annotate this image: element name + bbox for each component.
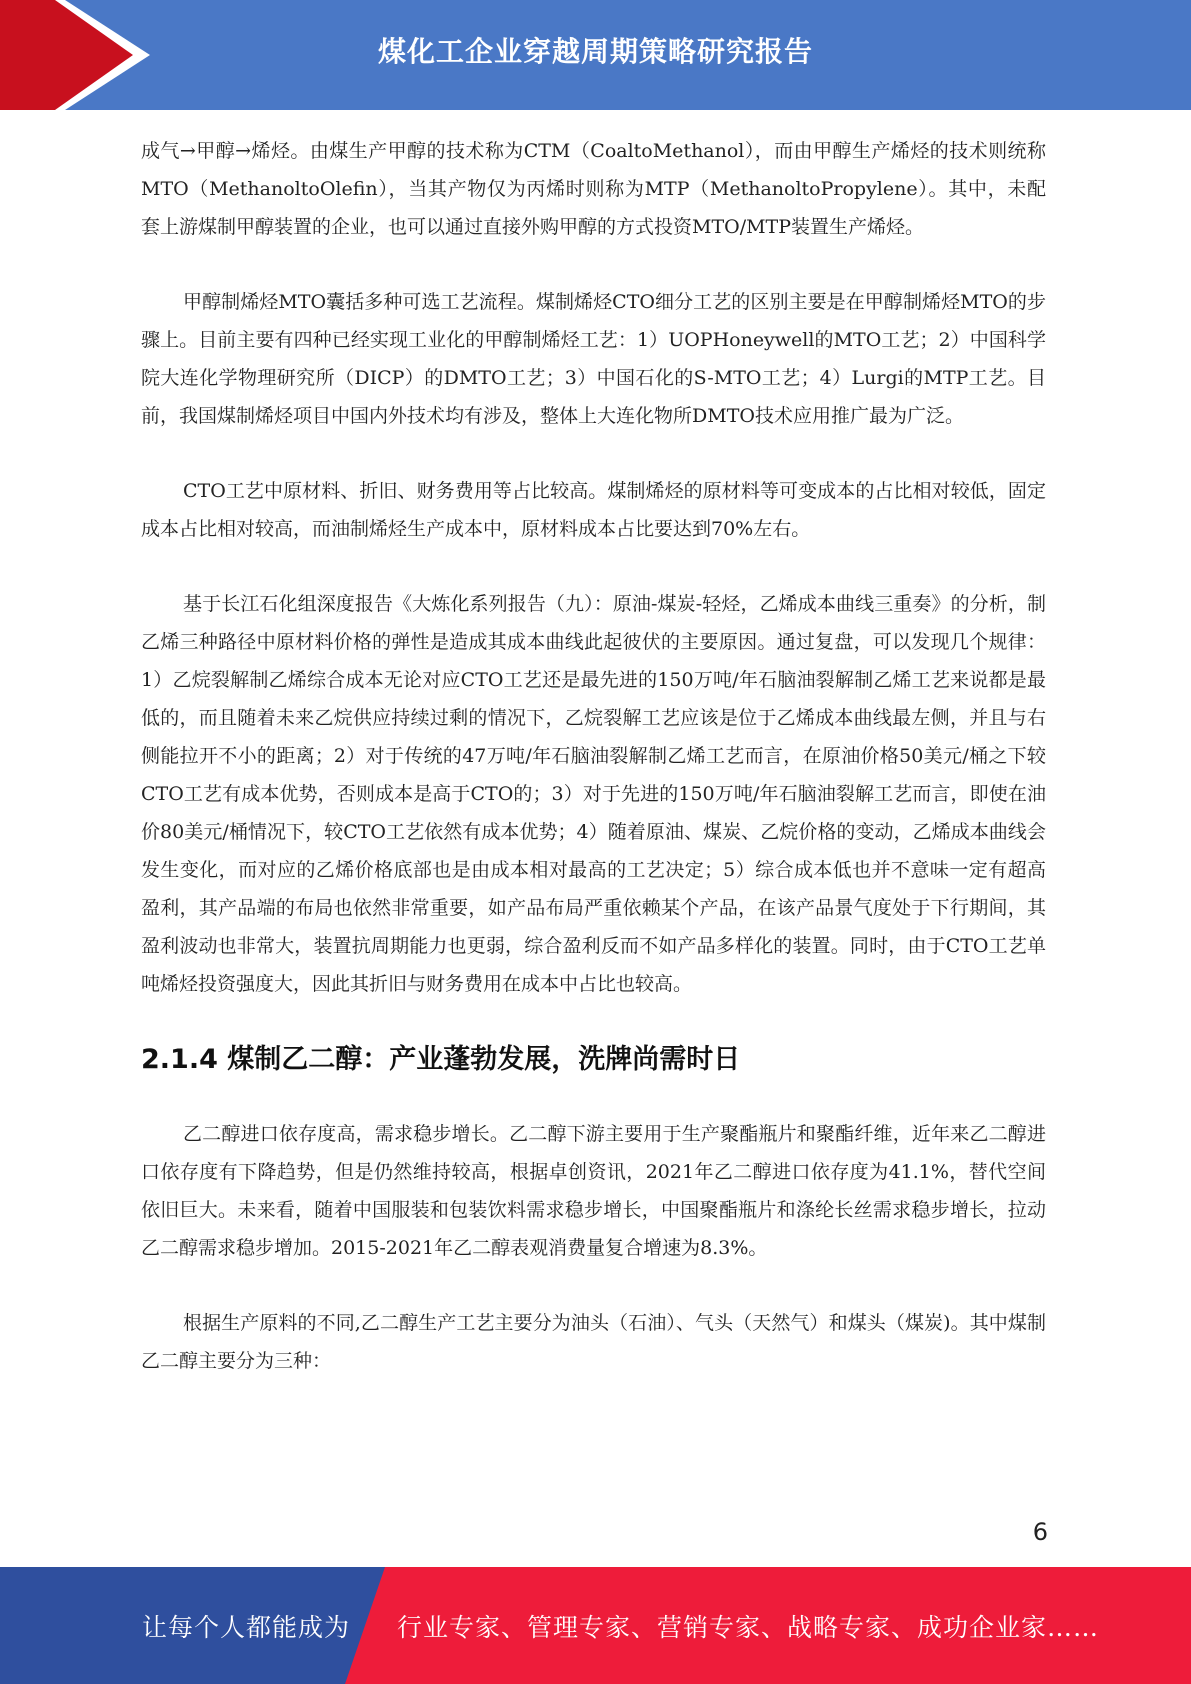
paragraph-cto-costs: CTO工艺中原材料、折旧、财务费用等占比较高。煤制烯烃的原材料等可变成本的占比相对较低，固定成本占比相对较高，而油制烯烃生产成本中，原材料成本占比要达到70%左右。	[141, 480, 1046, 540]
paragraph-eg-demand: 乙二醇进口依存度高，需求稳步增长。乙二醇下游主要用于生产聚酯瓶片和聚酯纤维，近年来乙二醇进口依存度有下降趋势，但是仍然维持较高，根据卓创资讯，2021年乙二醇进口依存度为41.1%，替代空间依旧巨大。未来看，随着中国服装和包装饮料需求稳步增长，中国聚酯瓶片和涤纶长丝需求稳步增长，拉动乙二醇需求稳步增加。2015-2021年乙二醇表观消费量复合增速为8.3%。	[141, 1123, 1046, 1259]
page-header	[0, 0, 1191, 110]
page-number: 6	[1032, 1518, 1048, 1546]
page-footer	[0, 1567, 1191, 1684]
main-content	[141, 132, 1046, 1417]
report-title: 煤化工企业穿越周期策略研究报告	[377, 35, 813, 68]
paragraph-ethylene-cost-curve: 基于长江石化组深度报告《大炼化系列报告（九）：原油-煤炭-轻烃，乙烯成本曲线三重奏》的分析，制乙烯三种路径中原材料价格的弹性是造成其成本曲线此起彼伏的主要原因。通过复盘，可以发现几个规律：1）乙烷裂解制乙烯综合成本无论对应CTO工艺还是最先进的150万吨/年石脑油裂解制乙烯工艺来说都是最低的，而且随着未来乙烷供应持续过剩的情况下，乙烷裂解工艺应该是位于乙烯成本曲线最左侧，并且与右侧能拉开不小的距离；2）对于传统的47万吨/年石脑油裂解制乙烯工艺而言，在原油价格50美元/桶之下较CTO工艺有成本优势，否则成本是高于CTO的；3）对于先进的150万吨/年石脑油裂解工艺而言，即使在油价80美元/桶情况下，较CTO工艺依然有成本优势；4）随着原油、煤炭、乙烷价格的变动，乙烯成本曲线会发生变化，而对应的乙烯价格底部也是由成本相对最高的工艺决定；5）综合成本低也并不意味一定有超高盈利，其产品端的布局也依然非常重要，如产品布局严重依赖某个产品，在该产品景气度处于下行期间，其盈利波动也非常大，装置抗周期能力也更弱，综合盈利反而不如产品多样化的装置。同时，由于CTO工艺单吨烯烃投资强度大，因此其折旧与财务费用在成本中占比也较高。	[141, 593, 1046, 995]
section-heading: 2.1.4 煤制乙二醇：产业蓬勃发展，洗牌尚需时日	[141, 1044, 741, 1075]
paragraph-mto-processes: 甲醇制烯烃MTO囊括多种可选工艺流程。煤制烯烃CTO细分工艺的区别主要是在甲醇制烯烃MTO的步骤上。目前主要有四种已经实现工业化的甲醇制烯烃工艺：1）UOPHoneywell的MTO工艺；2）中国科学院大连化学物理研究所（DICP）的DMTO工艺；3）中国石化的S-MTO工艺；4）Lurgi的MTP工艺。目前，我国煤制烯烃项目中国内外技术均有涉及，整体上大连化物所DMTO技术应用推广最为广泛。	[141, 291, 1046, 427]
paragraph-eg-processes: 根据生产原料的不同,乙二醇生产工艺主要分为油头（石油）、气头（天然气）和煤头（煤炭)。其中煤制乙二醇主要分为三种：	[141, 1312, 1046, 1372]
header-arrow-decoration	[0, 0, 150, 110]
footer-slogan-right: 行业专家、管理专家、营销专家、战略专家、成功企业家……	[397, 1612, 1100, 1642]
footer-slogan-left: 让每个人都能成为	[142, 1612, 351, 1642]
paragraph-cto-intro: 成气→甲醇→烯烃。由煤生产甲醇的技术称为CTM（CoaltoMethanol），而由甲醇生产烯烃的技术则统称MTO（MethanoltoOlefin），当其产物仅为丙烯时则称为MTP（MethanoltoPropylene）。其中，未配套上游煤制甲醇装置的企业，也可以通过直接外购甲醇的方式投资MTO/MTP装置生产烯烃。	[141, 140, 1046, 238]
